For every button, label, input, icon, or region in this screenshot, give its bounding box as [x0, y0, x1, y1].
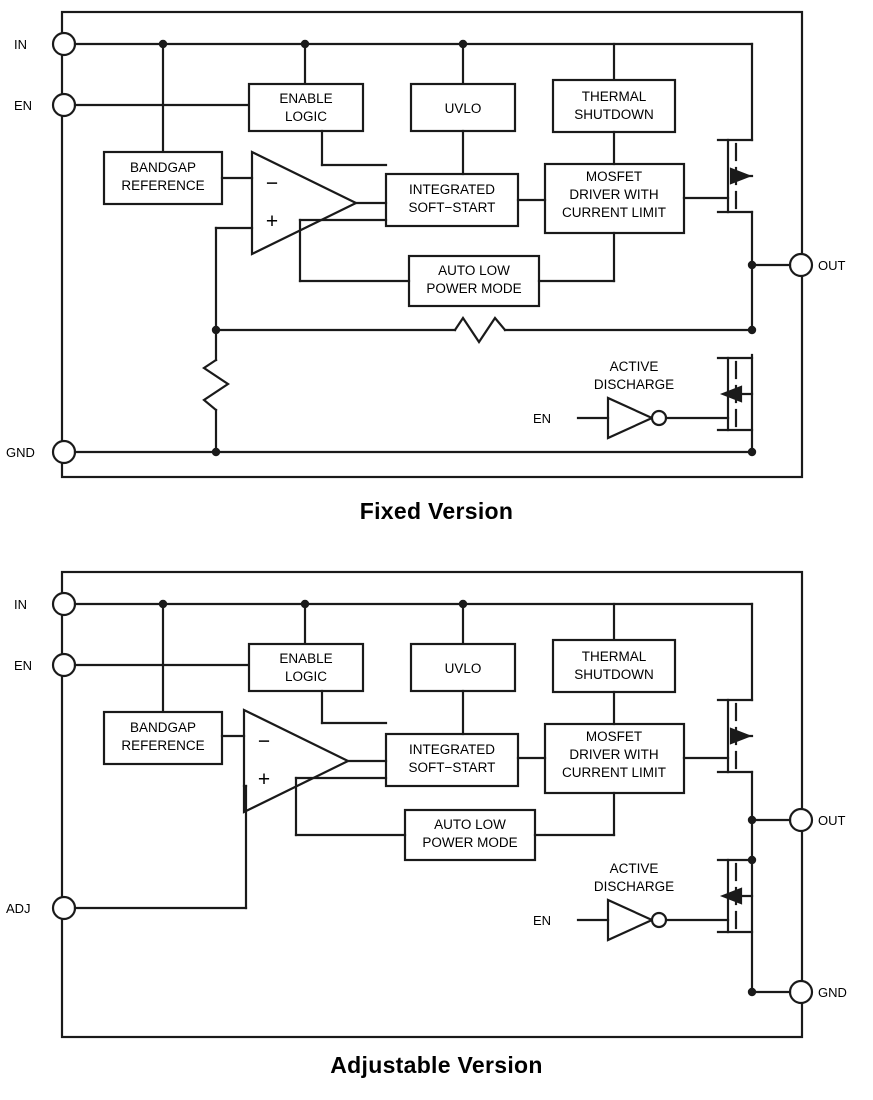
label-autolow-2: POWER MODE	[422, 835, 518, 850]
block-thermal-shutdown	[553, 640, 675, 692]
pin-out-terminal	[790, 809, 812, 831]
junction-dot	[748, 856, 756, 864]
pass-fet-body-diode	[731, 729, 749, 743]
pin-gnd-terminal	[53, 441, 75, 463]
feedback-resistor-lower	[204, 360, 228, 410]
caption-fixed-version: Fixed Version	[359, 498, 514, 524]
junction-dot	[159, 40, 167, 48]
label-enable-logic-1: ENABLE	[279, 651, 333, 666]
label-uvlo: UVLO	[444, 101, 482, 116]
package-outline	[62, 12, 802, 477]
label-enable-logic-2: LOGIC	[284, 669, 328, 684]
caption-adjustable-version: Adjustable Version	[330, 1052, 543, 1078]
label-mosfet-1: MOSFET	[585, 729, 643, 744]
label-thermal-2: SHUTDOWN	[574, 667, 654, 682]
pin-label-gnd: GND	[818, 985, 847, 1000]
pin-label-in: IN	[14, 37, 27, 52]
label-mosfet-2: DRIVER WITH	[569, 747, 659, 762]
inverter-bubble	[652, 411, 666, 425]
junction-dot	[748, 988, 756, 996]
pin-out-terminal	[790, 254, 812, 276]
label-uvlo: UVLO	[444, 661, 482, 676]
label-thermal-1: THERMAL	[581, 89, 647, 104]
junction-dot	[301, 40, 309, 48]
label-autolow-1: AUTO LOW	[438, 263, 510, 278]
label-bandgap-1: BANDGAP	[129, 160, 197, 175]
discharge-fet-body-diode	[723, 387, 741, 401]
discharge-inverter	[608, 398, 652, 438]
junction-dot	[301, 600, 309, 608]
label-softstart-1: INTEGRATED	[408, 182, 496, 197]
label-bandgap-1: BANDGAP	[129, 720, 197, 735]
junction-dot	[459, 40, 467, 48]
junction-dot	[459, 600, 467, 608]
pass-fet-body-diode	[731, 169, 749, 183]
label-active-discharge-1: ACTIVE	[609, 861, 659, 876]
inverter-bubble	[652, 913, 666, 927]
label-active-discharge-2: DISCHARGE	[593, 377, 675, 392]
label-thermal-1: THERMAL	[581, 649, 647, 664]
pin-label-adj: ADJ	[6, 901, 31, 916]
label-autolow-1: AUTO LOW	[434, 817, 506, 832]
pin-en-terminal	[53, 94, 75, 116]
pin-label-out: OUT	[818, 813, 846, 828]
label-softstart-2: SOFT−START	[408, 200, 496, 215]
label-softstart-1: INTEGRATED	[408, 742, 496, 757]
pin-label-gnd: GND	[6, 445, 35, 460]
pin-in-terminal	[53, 33, 75, 55]
pin-en-terminal	[53, 654, 75, 676]
discharge-inverter	[608, 900, 652, 940]
adjustable-version-diagram	[0, 560, 873, 1060]
pin-label-in: IN	[14, 597, 27, 612]
label-mosfet-3: CURRENT LIMIT	[561, 765, 667, 780]
label-autolow-2: POWER MODE	[426, 281, 522, 296]
label-enable-logic-1: ENABLE	[279, 91, 333, 106]
label-thermal-2: SHUTDOWN	[574, 107, 654, 122]
amp-minus-sign: −	[265, 172, 279, 195]
pin-label-en-discharge: EN	[532, 913, 551, 928]
junction-dot	[748, 816, 756, 824]
junction-dot	[159, 600, 167, 608]
junction-dot	[212, 326, 220, 334]
label-bandgap-2: REFERENCE	[121, 178, 205, 193]
pin-gnd-terminal	[790, 981, 812, 1003]
amp-minus-sign: −	[257, 730, 271, 753]
pin-label-en: EN	[14, 98, 33, 113]
pin-label-out: OUT	[818, 258, 846, 273]
junction-dot	[748, 261, 756, 269]
label-mosfet-2: DRIVER WITH	[569, 187, 659, 202]
junction-dot	[748, 326, 756, 334]
amp-plus-sign: +	[257, 768, 271, 791]
label-softstart-2: SOFT−START	[408, 760, 496, 775]
label-mosfet-3: CURRENT LIMIT	[561, 205, 667, 220]
junction-dot	[212, 448, 220, 456]
package-outline	[62, 572, 802, 1037]
fixed-version-diagram	[0, 0, 873, 500]
error-amplifier	[252, 152, 356, 254]
junction-dot	[748, 448, 756, 456]
pin-label-en: EN	[14, 658, 33, 673]
pin-label-en-discharge: EN	[532, 411, 551, 426]
label-active-discharge-2: DISCHARGE	[593, 879, 675, 894]
label-bandgap-2: REFERENCE	[121, 738, 205, 753]
discharge-fet-body-diode	[723, 889, 741, 903]
label-active-discharge-1: ACTIVE	[609, 359, 659, 374]
feedback-resistor-upper	[455, 318, 505, 342]
amp-plus-sign: +	[265, 210, 279, 233]
label-enable-logic-2: LOGIC	[284, 109, 328, 124]
label-mosfet-1: MOSFET	[585, 169, 643, 184]
block-thermal-shutdown	[553, 80, 675, 132]
pin-in-terminal	[53, 593, 75, 615]
pin-adj-terminal	[53, 897, 75, 919]
